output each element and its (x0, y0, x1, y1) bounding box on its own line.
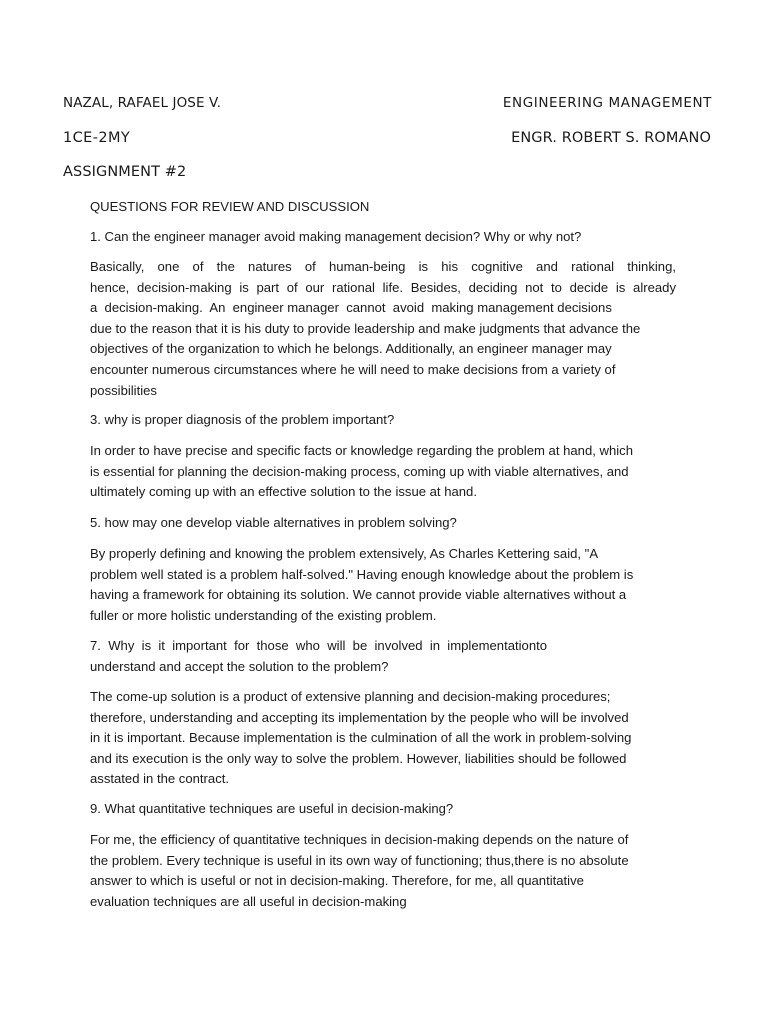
question-5: 5. how may one develop viable alternatives in problem solving? (90, 515, 457, 530)
answer-3-line: In order to have precise and specific facts or knowledge regarding the problem at hand, which (90, 443, 633, 458)
answer-5-line: problem well stated is a problem half-solved." Having enough knowledge about the problem is (90, 566, 634, 582)
answer-7 (90, 687, 676, 790)
answer-7-line: and its execution is the only way to solve the problem. However, liabilities should be followed (90, 750, 627, 766)
answer-5-line: By properly defining and knowing the problem extensively, As Charles Kettering said, "A (90, 546, 599, 561)
subject-title: ENGINEERING MANAGEMENT (502, 95, 712, 111)
answer-1-line: possibilities (90, 382, 157, 398)
answer-1-line: hence, decision-making is part of our rational life. Besides, deciding not to decide is already (90, 279, 676, 295)
answer-7-line: in it is important. Because implementation is the culmination of all the work in problem-solving (90, 730, 632, 746)
section-title: QUESTIONS FOR REVIEW AND DISCUSSION (90, 199, 370, 214)
question-3: 3. why is proper diagnosis of the problem important? (90, 412, 395, 427)
answer-7-line: therefore, understanding and accepting its implementation by the people who will be involved (90, 709, 629, 725)
answer-7-line: asstated in the contract. (90, 771, 230, 787)
question-7-line: 7. Why is it important for those who will be involved in implementationto (90, 638, 548, 653)
answer-1-line: Basically, one of the natures of human-being is his cognitive and rational thinking, (90, 259, 676, 274)
answer-1-line: encounter numerous circumstances where he will need to make decisions from a variety of (90, 361, 616, 377)
answer-9-line: the problem. Every technique is useful in its own way of functioning; thus,there is no absolute (90, 852, 629, 868)
answer-5-line: having a framework for obtaining its solution. We cannot provide viable alternatives without a (90, 587, 627, 603)
answer-9-line: evaluation techniques are all useful in decision-making (90, 893, 407, 909)
answer-9-line: For me, the efficiency of quantitative techniques in decision-making depends on the nature of (90, 832, 629, 847)
answer-1-line: a decision-making. An engineer manager cannot avoid making management decisions (90, 300, 612, 316)
instructor-name: ENGR. ROBERT S. ROMANO (511, 130, 711, 146)
answer-1-line: due to the reason that it is his duty to provide leadership and make judgments that advance the (90, 320, 641, 336)
answer-5 (90, 544, 676, 626)
answer-9-line: answer to which is useful or not in decision-making. Therefore, for me, all quantitative (90, 873, 584, 889)
answer-5-line: fuller or more holistic understanding of the existing problem. (90, 607, 437, 623)
answer-3 (90, 441, 676, 503)
question-9: 9. What quantitative techniques are useful in decision-making? (90, 801, 454, 816)
answer-9 (90, 830, 676, 912)
answer-3-line: ultimately coming up with an effective solution to the issue at hand. (90, 484, 477, 500)
question-1: 1. Can the engineer manager avoid making management decision? Why or why not? (90, 229, 582, 244)
answer-3-line: is essential for planning the decision-making process, coming up with viable alternatives, and (90, 463, 629, 479)
student-name: NAZAL, RAFAEL JOSE V. (63, 95, 221, 111)
question-7 (90, 636, 676, 677)
question-7-line: understand and accept the solution to the problem? (90, 658, 389, 674)
section-code: 1CE-2MY (63, 130, 131, 146)
answer-1-line: objectives of the organization to which he belongs. Additionally, an engineer manager may (90, 341, 612, 357)
answer-7-line: The come-up solution is a product of extensive planning and decision-making procedures; (90, 689, 611, 704)
assignment-label: ASSIGNMENT #2 (63, 164, 187, 180)
answer-1 (90, 257, 676, 401)
